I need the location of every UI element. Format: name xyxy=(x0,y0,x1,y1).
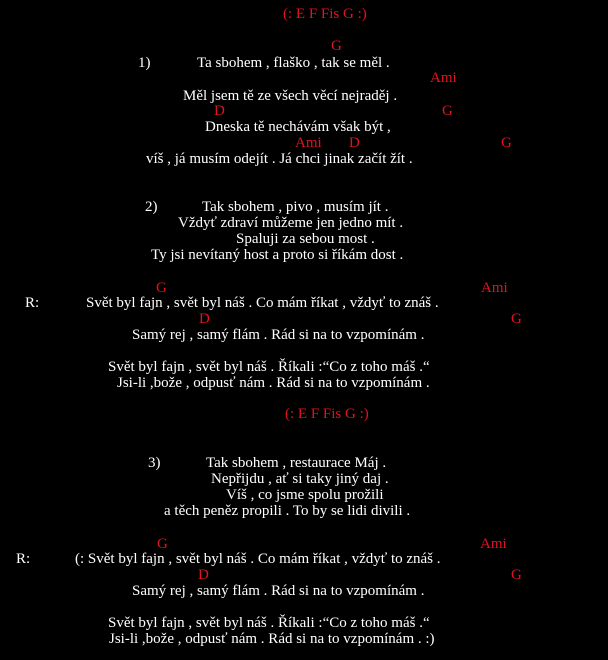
chord-g: G xyxy=(331,38,342,54)
lyric-line: Vždyť zdraví můžeme jen jedno mít . xyxy=(178,215,404,231)
refrain-label: R: xyxy=(25,295,40,311)
chord-g: G xyxy=(511,567,522,583)
lyric-line: Jsi-li ,bože , odpusť nám . Rád si na to vzpomínám . :) xyxy=(109,631,435,647)
lyric-line: víš , já musím odejít . Já chci jinak začít žít . xyxy=(146,151,413,167)
chord-g: G xyxy=(442,103,453,119)
chord-g: G xyxy=(511,311,522,327)
lyric-line: Samý rej , samý flám . Rád si na to vzpomínám . xyxy=(132,327,425,343)
refrain-label: R: xyxy=(16,551,31,567)
lyric-line: Svět byl fajn , svět byl náš . Říkali :“Co z toho máš .“ xyxy=(108,615,430,631)
chord-g: G xyxy=(157,536,168,552)
intro-chords: (: E F Fis G :) xyxy=(283,6,367,22)
chord-d: D xyxy=(214,103,225,119)
chord-d: D xyxy=(199,311,210,327)
lyric-line: Samý rej , samý flám . Rád si na to vzpomínám . xyxy=(132,583,425,599)
lyric-line: (: Svět byl fajn , svět byl náš . Co mám říkat , vždyť to znáš . xyxy=(75,551,441,567)
chord-g: G xyxy=(156,280,167,296)
chord-ami: Ami xyxy=(295,135,322,151)
lyric-line: Ta sbohem , flaško , tak se měl . xyxy=(197,55,390,71)
lyric-line: Nepřijdu , ať si taky jiný daj . xyxy=(211,471,389,487)
chord-ami: Ami xyxy=(480,536,507,552)
lyric-line: Svět byl fajn , svět byl náš . Říkali :“Co z toho máš .“ xyxy=(108,359,430,375)
chord-ami: Ami xyxy=(430,70,457,86)
verse-number: 2) xyxy=(145,199,158,215)
lyric-line: a těch peněz propili . To by se lidi divili . xyxy=(164,503,411,519)
lyric-line: Dneska tě nechávám však být , xyxy=(205,119,391,135)
verse-number: 1) xyxy=(138,55,151,71)
lyric-line: Svět byl fajn , svět byl náš . Co mám říkat , vždyť to znáš . xyxy=(86,295,439,311)
lyric-line: Tak sbohem , restaurace Máj . xyxy=(206,455,387,471)
chord-g: G xyxy=(501,135,512,151)
chord-ami: Ami xyxy=(481,280,508,296)
lyric-line: Víš , co jsme spolu prožili xyxy=(226,487,384,503)
interlude-chords: (: E F Fis G :) xyxy=(285,406,369,422)
lyric-line: Spaluji za sebou most . xyxy=(236,231,375,247)
lyric-line: Tak sbohem , pivo , musím jít . xyxy=(202,199,389,215)
verse-number: 3) xyxy=(148,455,161,471)
chord-d: D xyxy=(349,135,360,151)
lyric-line: Měl jsem tě ze všech věcí nejraděj . xyxy=(183,88,398,104)
lyric-line: Ty jsi nevítaný host a proto si říkám dost . xyxy=(151,247,404,263)
lyric-line: Jsi-li ,bože , odpusť nám . Rád si na to vzpomínám . xyxy=(117,375,430,391)
chord-d: D xyxy=(198,567,209,583)
